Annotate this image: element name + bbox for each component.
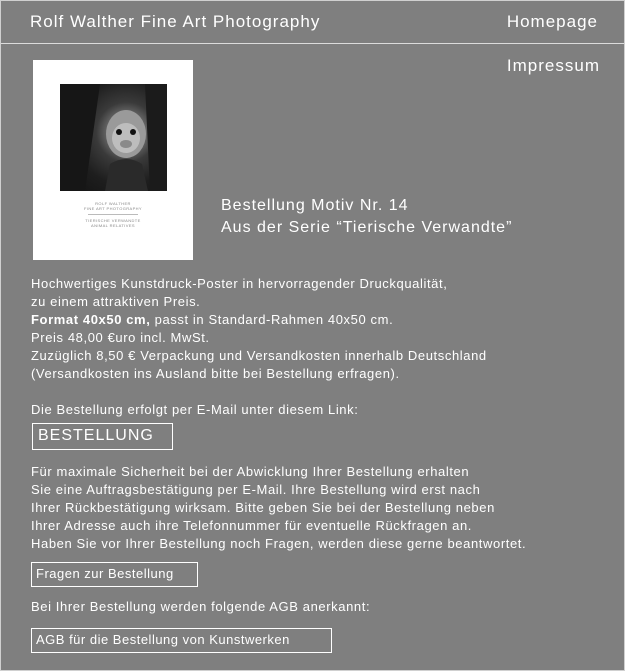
agb-intro-text: Bei Ihrer Bestellung werden folgende AGB anerkannt: [31, 599, 371, 614]
format-rest: passt in Standard-Rahmen 40x50 cm. [150, 312, 394, 327]
security-line: Sie eine Auftragsbestätigung per E-Mail. Ihre Bestellung wird erst nach [31, 482, 481, 497]
poster-caption-series-en: ANIMAL RELATIVES [91, 223, 135, 228]
order-series-title: Aus der Serie “Tierische Verwandte” [221, 219, 513, 236]
order-motif-title: Bestellung Motiv Nr. 14 [221, 197, 409, 214]
security-text [31, 463, 526, 553]
format-bold: Format 40x50 cm, [31, 312, 151, 327]
agb-button[interactable]: AGB für die Bestellung von Kunstwerken [31, 628, 332, 653]
poster-caption-series: TIERISCHE VERWANDTE [85, 218, 141, 223]
order-instruction: Die Bestellung erfolgt per E-Mail unter diesem Link: [31, 402, 359, 417]
poster-preview [33, 60, 193, 260]
order-heading [221, 195, 512, 239]
security-line: Ihrer Adresse auch ihre Telefonnummer für eventuelle Rückfragen an. [31, 518, 473, 533]
nav-homepage-link[interactable]: Homepage [506, 12, 598, 31]
product-description [31, 275, 487, 419]
questions-button[interactable]: Fragen zur Bestellung [31, 562, 198, 587]
header-divider [1, 43, 624, 44]
nav-impressum-link[interactable]: Impressum [506, 56, 600, 75]
poster-caption-author: ROLF WALTHER [95, 201, 131, 206]
security-line: Für maximale Sicherheit bei der Abwicklung Ihrer Bestellung erhalten [31, 464, 470, 479]
shipping-line: Zuzüglich 8,50 € Verpackung und Versandkosten innerhalb Deutschland [31, 348, 487, 363]
security-line: Haben Sie vor Ihrer Bestellung noch Fragen, werden diese gerne beantwortet. [31, 536, 527, 551]
poster-caption-rule [88, 214, 138, 215]
price-line: Preis 48,00 €uro incl. MwSt. [31, 330, 210, 345]
spacer [31, 383, 487, 401]
desc-line: Hochwertiges Kunstdruck-Poster in hervorragender Druckqualität, [31, 276, 448, 291]
desc-line: zu einem attraktiven Preis. [31, 294, 201, 309]
security-line: Ihrer Rückbestätigung wirksam. Bitte geben Sie bei der Bestellung neben [31, 500, 495, 515]
poster-photo-orangutan [60, 84, 167, 191]
site-title: Rolf Walther Fine Art Photography [30, 12, 321, 31]
orangutan-illustration [60, 84, 167, 191]
poster-caption-subtitle: FINE ART PHOTOGRAPHY [83, 206, 142, 211]
desc-format-line [31, 311, 487, 329]
shipping-abroad-line: (Versandkosten ins Ausland bitte bei Bestellung erfragen). [31, 366, 400, 381]
order-button[interactable]: BESTELLUNG [32, 423, 173, 450]
